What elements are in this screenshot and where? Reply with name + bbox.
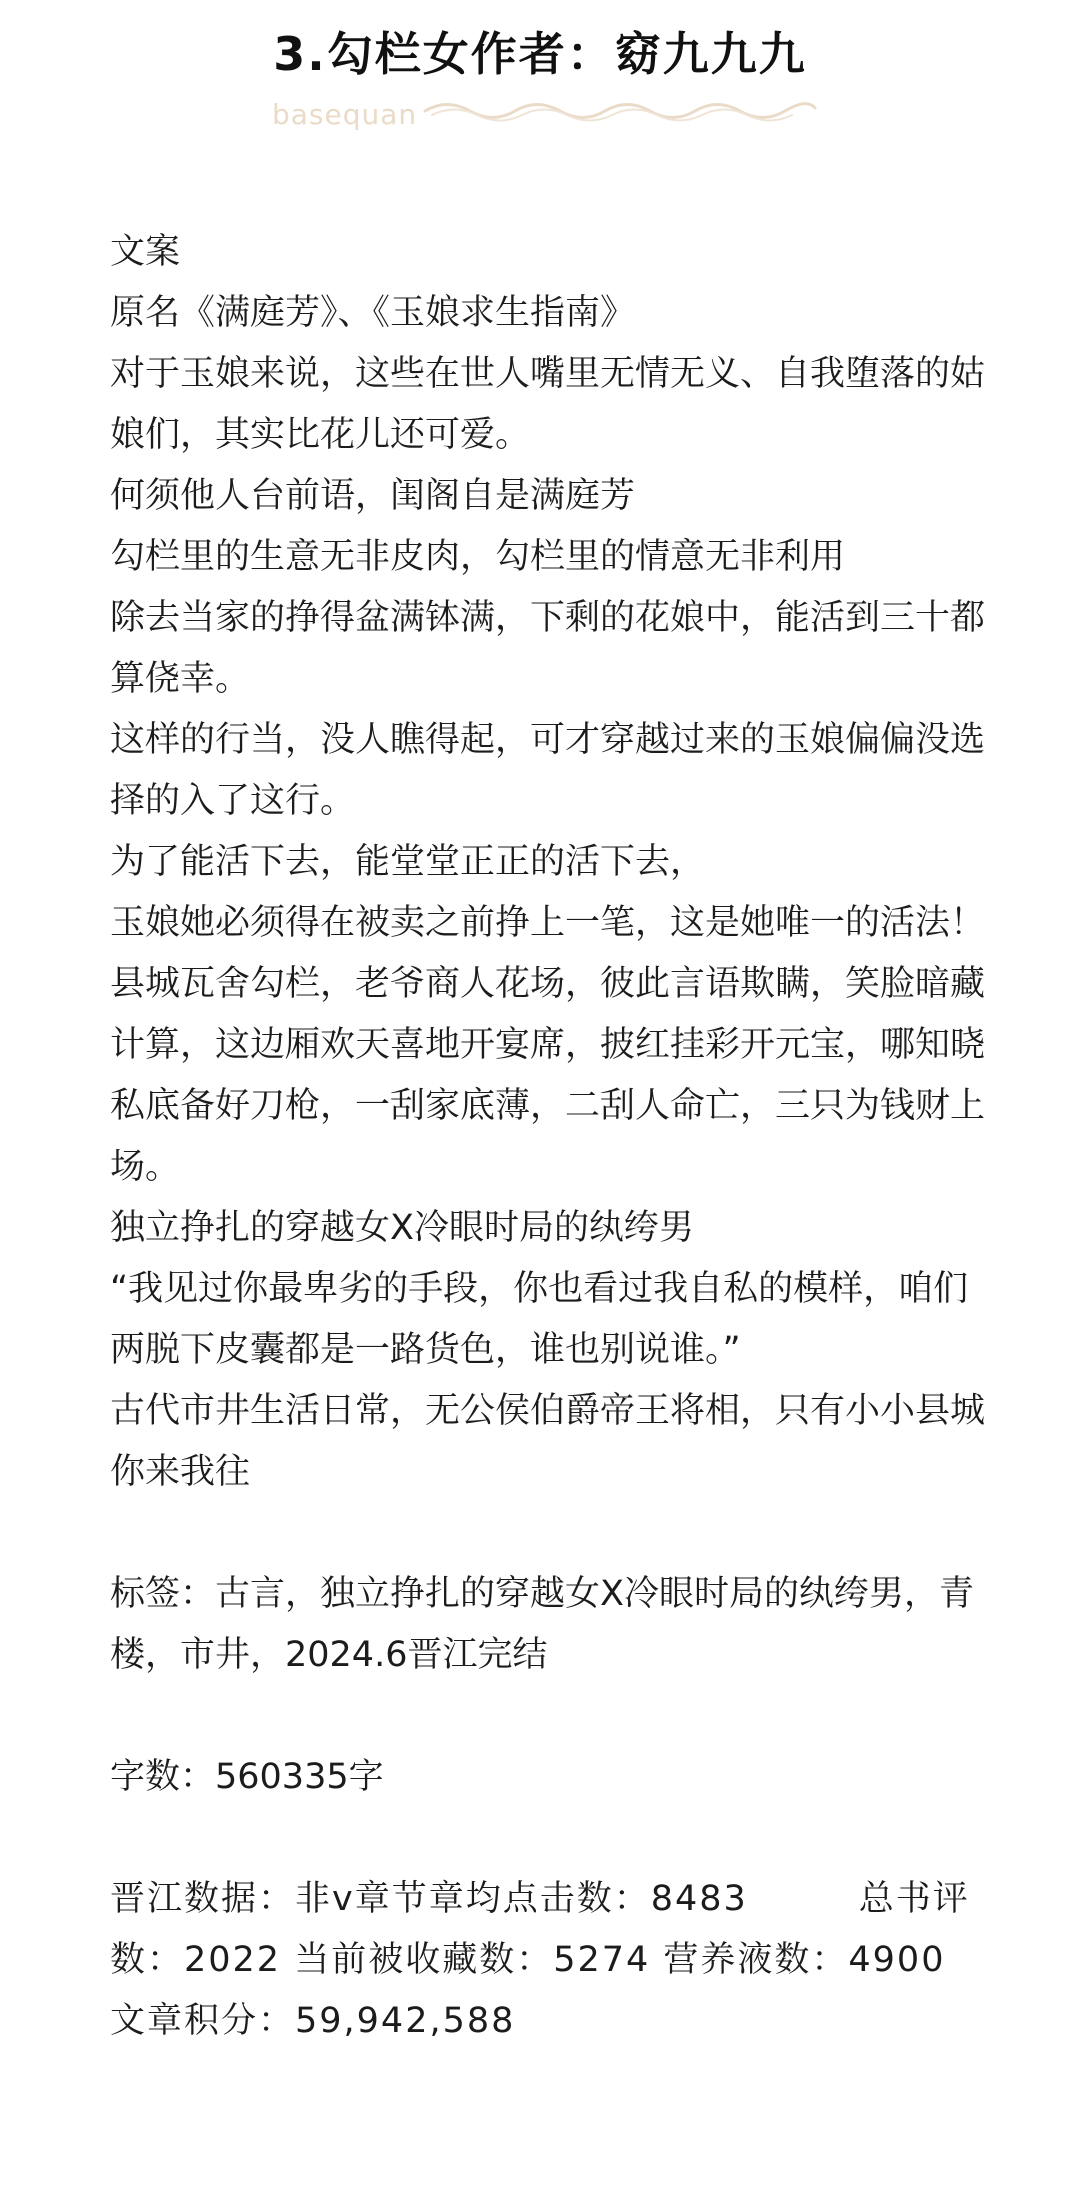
page-title: 3.勾栏女作者：窈九九九 <box>273 27 807 81</box>
body-line: 何须他人台前语，闺阁自是满庭芳 <box>110 476 636 516</box>
word-count: 字数：560335字 <box>110 1757 384 1797</box>
body-line: 为了能活下去，能堂堂正正的活下去， <box>110 842 706 882</box>
body-line: “我见过你最卑劣的手段，你也看过我自私的模样，咱们两脱下皮囊都是一路货色，谁也别说谁。” <box>110 1269 969 1370</box>
body-line: 除去当家的挣得盆满钵满，下剩的花娘中，能活到三十都算侥幸。 <box>110 598 986 699</box>
body-line: 对于玉娘来说，这些在世人嘴里无情无义、自我堕落的姑娘们，其实比花儿还可爱。 <box>110 354 986 455</box>
spacer <box>110 1686 990 1747</box>
body-line: 文案 <box>110 232 181 272</box>
article-body <box>110 222 990 2052</box>
body-line: 玉娘她必须得在被卖之前挣上一笔，这是她唯一的活法！ <box>110 903 986 943</box>
spacer <box>110 1808 990 1869</box>
stats-line: 晋江数据：非v章节章均点击数：8483 总书评数：2022 当前被收藏数：5274 营养液数：4900 文章积分：59,942,588 <box>110 1879 970 2041</box>
wave-decoration <box>420 96 820 126</box>
body-line: 古代市井生活日常，无公侯伯爵帝王将相，只有小小县城你来我往 <box>110 1391 986 1492</box>
header <box>0 0 1080 150</box>
spacer <box>110 1503 990 1564</box>
body-line: 原名《满庭芳》、《玉娘求生指南》 <box>110 293 636 333</box>
body-line: 这样的行当，没人瞧得起，可才穿越过来的玉娘偏偏没选择的入了这行。 <box>110 720 986 821</box>
body-line: 独立挣扎的穿越女X冷眼时局的纨绔男 <box>110 1208 694 1248</box>
body-line: 县城瓦舍勾栏，老爷商人花场，彼此言语欺瞒，笑脸暗藏计算，这边厢欢天喜地开宴席，披红挂彩开元宝，哪知晓私底备好刀枪，一刮家底薄，二刮人命亡，三只为钱财上场。 <box>110 964 986 1187</box>
body-line: 勾栏里的生意无非皮肉，勾栏里的情意无非利用 <box>110 537 846 577</box>
tags-line: 标签：古言，独立挣扎的穿越女X冷眼时局的纨绔男，青楼，市井，2024.6晋江完结 <box>110 1574 974 1675</box>
watermark-text: basequan <box>272 98 418 131</box>
